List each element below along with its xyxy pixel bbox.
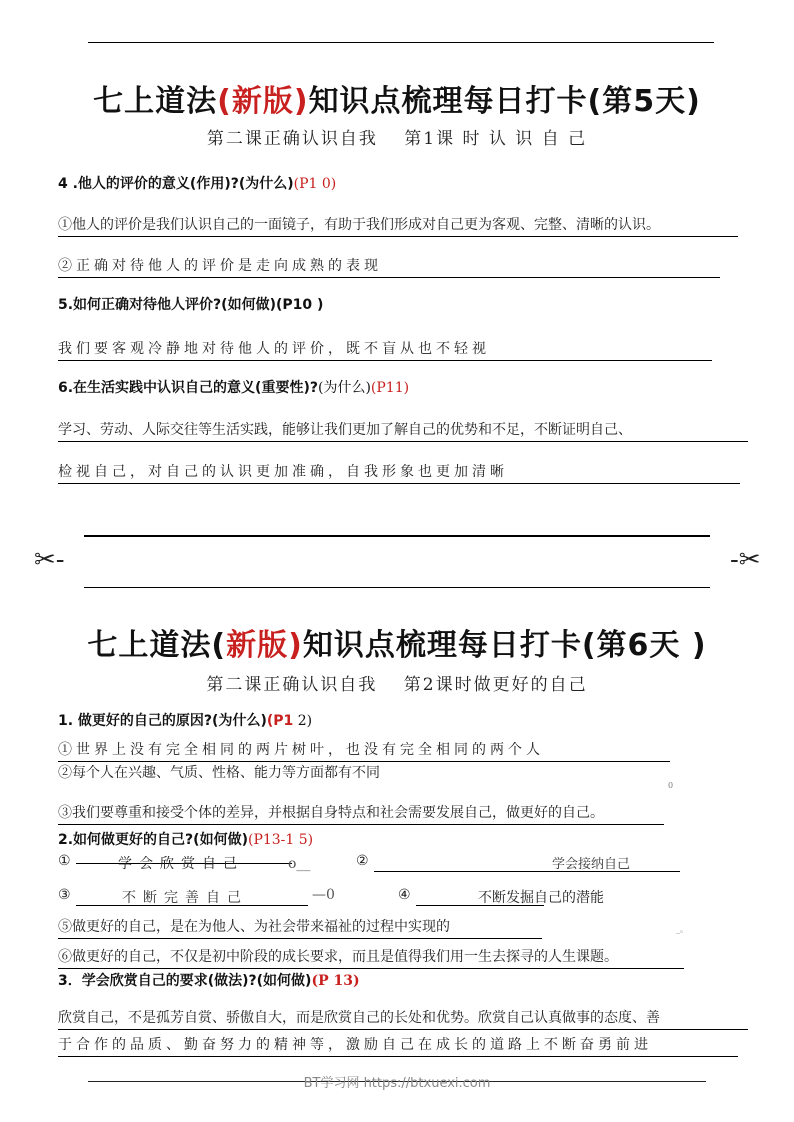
answer-5-1: 我们要客观冷静地对待他人的评价，既不盲从也不轻视 [58, 338, 712, 361]
question-1-page: (P1 [266, 713, 294, 729]
page-title-day5 [0, 76, 794, 120]
title-prefix: 七上道法( [87, 628, 227, 663]
question-5: 5.如何正确对待他人评价?(如何做)(P10 ) [58, 297, 324, 313]
page-title-day6 [0, 620, 794, 664]
question-3 [58, 970, 360, 990]
stray-mark: _。 [676, 925, 688, 934]
answer-1-3: ③我们要尊重和接受个体的差异，并根据自身特点和社会需要发展自己，做更好的自己。 [58, 802, 664, 825]
blank-4-answer: 不断发掘自己的潜能 [478, 890, 604, 906]
lesson-subtitle-day5: 第二课正确认识自我 第1课 时 认 识 自 己 [206, 129, 588, 149]
question-4-page: (P1 0) [293, 176, 337, 192]
blank-1 [76, 853, 292, 871]
blank-3-number: ③ [58, 887, 71, 903]
answer-4-1: ①他人的评价是我们认识自己的一面镜子，有助于我们形成对自己更为客观、完整、清晰的认识。 [58, 214, 738, 237]
question-4 [58, 173, 336, 193]
answer-3-2: 于合作的品质、勤奋努力的精神等，激励自己在成长的道路上不断奋勇前进 [58, 1034, 738, 1057]
cut-line-bottom [84, 587, 710, 588]
blank-3-mark: —0 [312, 887, 335, 903]
question-4-label: 4 .他人的评价的意义(作用)?(为什么) [58, 176, 294, 192]
answer-2-6: ⑥做更好的自己，不仅是初中阶段的成长要求，而且是值得我们用一生去探寻的人生课题。 [58, 946, 684, 969]
title-prefix: 七上道法 [93, 84, 218, 119]
question-3-page: (P 13) [311, 973, 360, 989]
question-6 [58, 377, 409, 397]
watermark: BT学习网 https://btxuexi.com [303, 1076, 491, 1091]
question-2-page: (P13-1 5) [247, 832, 314, 848]
question-6-page: (P11) [370, 380, 410, 396]
blank-4-number: ④ [398, 887, 411, 903]
answer-4-2: ②正确对待他人的评价是走向成熟的表现 [58, 255, 720, 278]
title-new-edition: (新版) [217, 84, 309, 119]
question-6-why: (为什么) [317, 380, 371, 396]
blank-1-answer: 学会欣赏自己 [118, 856, 244, 872]
lesson-subtitle-day6: 第二课正确认识自我 第2课时做更好的自己 [206, 675, 588, 695]
question-1-page-rest: 2) [293, 713, 313, 729]
scissors-icon: ✂- [34, 545, 65, 575]
question-1 [58, 710, 312, 730]
question-2-label: 2.如何做更好的自己?(如何做) [58, 832, 248, 848]
answer-6-2: 检视自己，对自己的认识更加准确，自我形象也更加清晰 [58, 461, 740, 484]
blank-1-mark: o__ [288, 856, 311, 872]
blank-1-number: ① [58, 853, 71, 869]
stray-mark: 0 [668, 781, 674, 790]
question-2 [58, 829, 313, 849]
title-new-edition: 新版) [226, 628, 303, 663]
blank-2-number: ② [356, 853, 369, 869]
answer-3-1: 欣赏自己，不是孤芳自赏、骄傲自大，而是欣赏自己的长处和优势。欣赏自己认真做事的态度、善 [58, 1007, 748, 1030]
answer-1-2: ②每个人在兴趣、气质、性格、能力等方面都有不同 [58, 765, 380, 781]
scissors-icon: -✂ [730, 545, 761, 575]
answer-2-5: ⑤做更好的自己，是在为他人、为社会带来福祉的过程中实现的 [58, 916, 542, 939]
cut-line-top [84, 535, 710, 537]
answer-1-1: ①世界上没有完全相同的两片树叶，也没有完全相同的两个人 [58, 739, 670, 762]
answer-6-1: 学习、劳动、人际交往等生活实践，能够让我们更加了解自己的优势和不足，不断证明自己、 [58, 419, 748, 442]
question-3-label: 3．学会欣赏自己的要求(做法)?(如何做) [58, 973, 312, 989]
blank-2-answer: 学会接纳自己 [552, 857, 631, 872]
blank-2 [374, 853, 680, 872]
blank-3 [76, 887, 308, 906]
title-suffix: 知识点梳理每日打卡(第5天) [308, 84, 701, 119]
blank-3-answer: 不断完善自己 [122, 890, 248, 906]
question-1-label: 1. 做更好的自己的原因?(为什么) [58, 713, 267, 729]
question-6-label: 6.在生活实践中认识自己的意义(重要性)? [58, 380, 318, 396]
top-rule [88, 42, 714, 43]
title-suffix: 知识点梳理每日打卡(第6天 ) [302, 628, 707, 663]
